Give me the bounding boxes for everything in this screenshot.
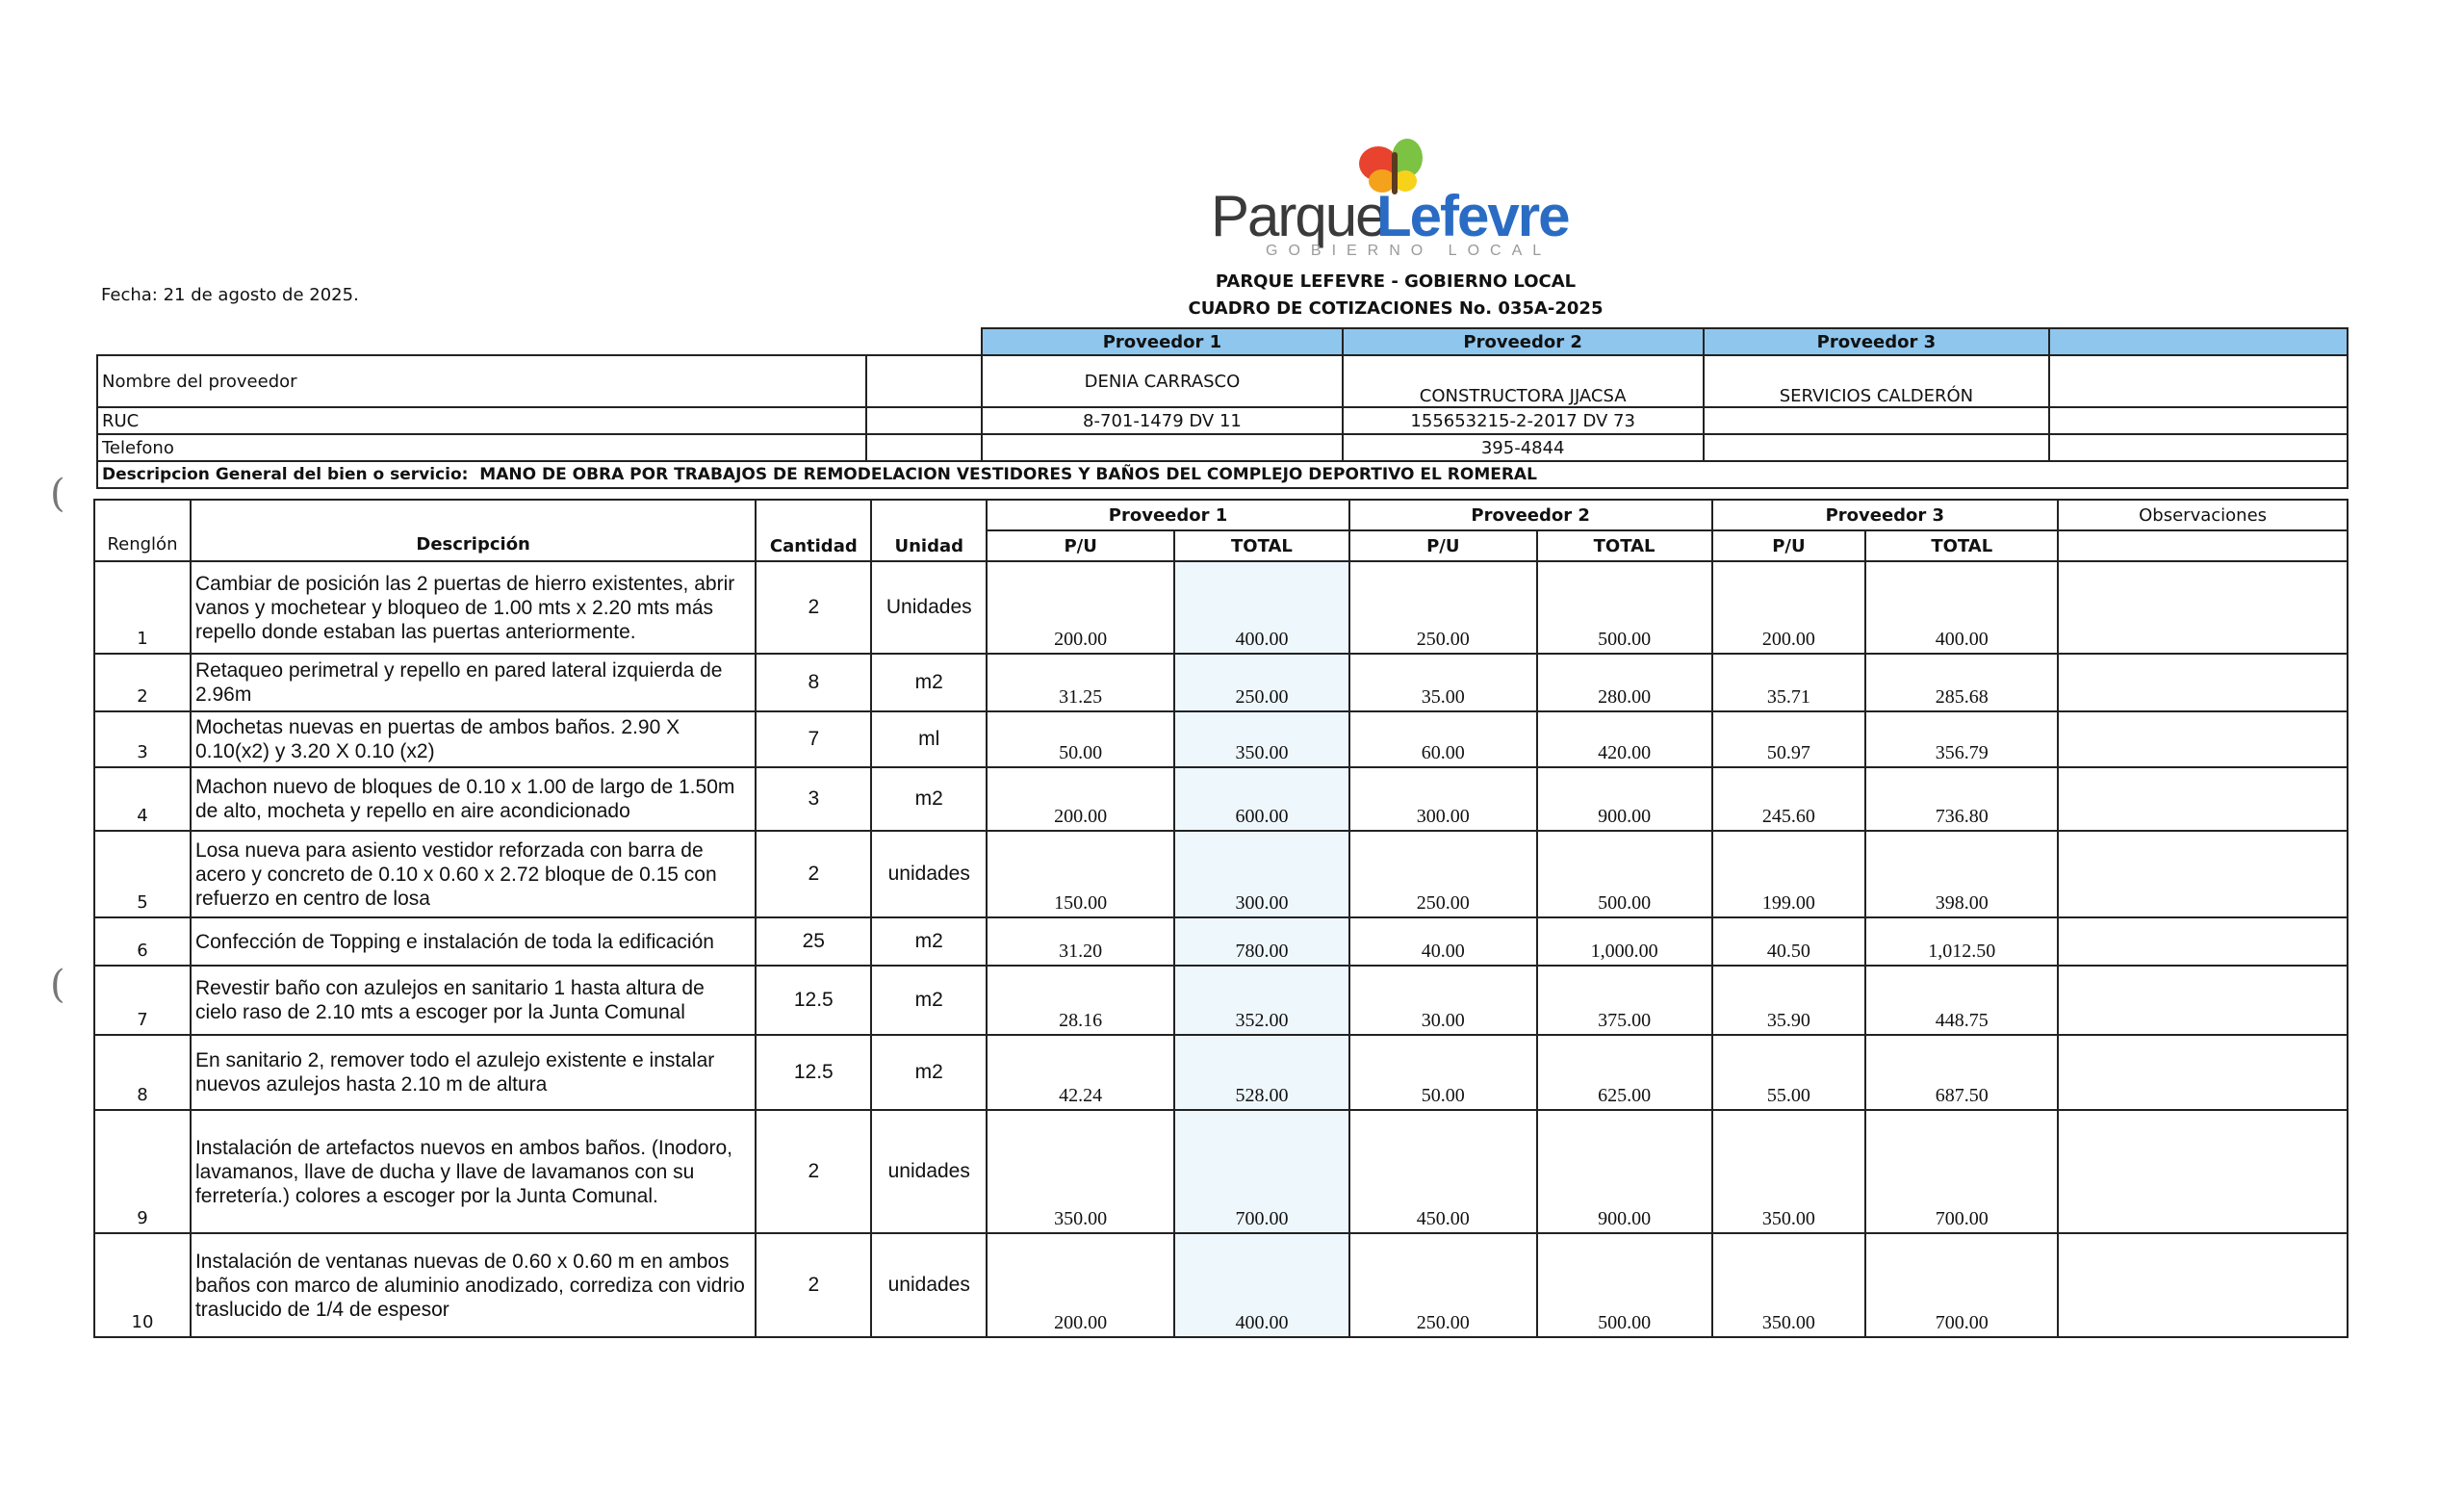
item-p1-unit-price: 28.16 <box>987 966 1174 1035</box>
document-date: Fecha: 21 de agosto de 2025. <box>101 285 359 305</box>
table-row <box>94 917 2348 966</box>
item-description: Mochetas nuevas en puertas de ambos baños. 2.90 X 0.10(x2) y 3.20 X 0.10 (x2) <box>191 711 756 767</box>
item-p2-unit-price: 450.00 <box>1349 1110 1537 1233</box>
item-p2-total: 1,000.00 <box>1537 917 1712 966</box>
item-p2-total: 375.00 <box>1537 966 1712 1035</box>
item-p3-unit-price: 35.90 <box>1712 966 1866 1035</box>
item-observaciones <box>2058 654 2348 711</box>
item-description: Retaqueo perimetral y repello en pared lateral izquierda de 2.96m <box>191 654 756 711</box>
col-observaciones: Observaciones <box>2058 500 2348 530</box>
item-p1-unit-price: 31.25 <box>987 654 1174 711</box>
item-p2-unit-price: 40.00 <box>1349 917 1537 966</box>
item-p1-unit-price: 200.00 <box>987 1233 1174 1337</box>
provider2-ruc: 155653215-2-2017 DV 73 <box>1343 407 1704 434</box>
item-unit: m2 <box>871 966 987 1035</box>
logo-subtitle: GOBIERNO LOCAL <box>1266 243 1553 259</box>
item-p3-unit-price: 35.71 <box>1712 654 1866 711</box>
item-description: Revestir baño con azulejos en sanitario 1 hasta altura de cielo raso de 2.10 mts a escoger por la Junta Comunal <box>191 966 756 1035</box>
item-p3-unit-price: 50.97 <box>1712 711 1866 767</box>
item-p3-total: 285.68 <box>1865 654 2058 711</box>
item-p1-unit-price: 200.00 <box>987 561 1174 654</box>
item-unit: Unidades <box>871 561 987 654</box>
item-p1-total: 300.00 <box>1174 831 1349 917</box>
col-cantidad: Cantidad <box>756 500 871 561</box>
table-row <box>94 561 2348 654</box>
item-p1-total: 350.00 <box>1174 711 1349 767</box>
item-p1-total: 250.00 <box>1174 654 1349 711</box>
item-quantity: 7 <box>756 711 871 767</box>
item-p3-total: 400.00 <box>1865 561 2058 654</box>
general-description-label: Descripcion General del bien o servicio: <box>102 465 469 484</box>
item-quantity: 2 <box>756 1110 871 1233</box>
item-p1-total: 700.00 <box>1174 1110 1349 1233</box>
provider4-ruc <box>2049 407 2348 434</box>
item-p3-unit-price: 350.00 <box>1712 1233 1866 1337</box>
provider3-phone <box>1704 434 2050 461</box>
col-descripcion: Descripción <box>191 500 756 561</box>
item-p3-total: 1,012.50 <box>1865 917 2058 966</box>
prov3-header: Proveedor 3 <box>1704 328 2050 355</box>
item-unit: m2 <box>871 1035 987 1110</box>
item-number: 9 <box>94 1110 191 1233</box>
item-p1-unit-price: 150.00 <box>987 831 1174 917</box>
item-number: 8 <box>94 1035 191 1110</box>
provider3-name: SERVICIOS CALDERÓN <box>1704 355 2050 407</box>
item-p1-total: 400.00 <box>1174 1233 1349 1337</box>
item-quantity: 12.5 <box>756 966 871 1035</box>
general-description-row <box>97 461 2348 488</box>
item-p3-total: 448.75 <box>1865 966 2058 1035</box>
item-quantity: 2 <box>756 561 871 654</box>
items-header-row-1 <box>94 500 2348 530</box>
phone-label: Telefono <box>97 434 866 461</box>
col-p3-pu: P/U <box>1712 530 1866 561</box>
item-description: Machon nuevo de bloques de 0.10 x 1.00 de largo de 1.50m de alto, mocheta y repello en aire acondicionado <box>191 767 756 831</box>
item-description: Confección de Topping e instalación de toda la edificación <box>191 917 756 966</box>
parque-lefevre-logo <box>1208 135 1574 270</box>
item-p1-total: 600.00 <box>1174 767 1349 831</box>
item-p3-unit-price: 200.00 <box>1712 561 1866 654</box>
item-observaciones <box>2058 1110 2348 1233</box>
item-p3-unit-price: 245.60 <box>1712 767 1866 831</box>
col-p3-total: TOTAL <box>1865 530 2058 561</box>
item-number: 4 <box>94 767 191 831</box>
item-quantity: 25 <box>756 917 871 966</box>
table-row <box>94 1110 2348 1233</box>
logo-word-parque: Parque <box>1211 184 1386 248</box>
item-p3-total: 700.00 <box>1865 1110 2058 1233</box>
item-p3-total: 700.00 <box>1865 1233 2058 1337</box>
item-p2-total: 900.00 <box>1537 1110 1712 1233</box>
item-quantity: 2 <box>756 831 871 917</box>
table-row <box>94 966 2348 1035</box>
item-description: Losa nueva para asiento vestidor reforzada con barra de acero y concreto de 0.10 x 0.60 x 2.72 bloque de 0.15 con refuerzo en centro de losa <box>191 831 756 917</box>
item-unit: unidades <box>871 1110 987 1233</box>
col-p1-pu: P/U <box>987 530 1174 561</box>
item-observaciones <box>2058 561 2348 654</box>
prov2-header: Proveedor 2 <box>1343 328 1704 355</box>
item-observaciones <box>2058 966 2348 1035</box>
item-p2-total: 900.00 <box>1537 767 1712 831</box>
item-observaciones <box>2058 917 2348 966</box>
general-description <box>97 461 2348 488</box>
item-number: 6 <box>94 917 191 966</box>
item-number: 3 <box>94 711 191 767</box>
logo-word-lefevre: Lefevre <box>1376 184 1569 248</box>
table-row <box>94 767 2348 831</box>
item-p3-unit-price: 55.00 <box>1712 1035 1866 1110</box>
item-p1-total: 352.00 <box>1174 966 1349 1035</box>
items-table <box>93 499 2348 1338</box>
item-p2-unit-price: 250.00 <box>1349 561 1537 654</box>
provider1-phone <box>982 434 1343 461</box>
item-observaciones <box>2058 1233 2348 1337</box>
provider3-ruc <box>1704 407 2050 434</box>
item-p3-total: 356.79 <box>1865 711 2058 767</box>
col-p1-total: TOTAL <box>1174 530 1349 561</box>
header-subtitle: CUADRO DE COTIZACIONES No. 035A-2025 <box>1188 298 1604 319</box>
prov-blank-header <box>2049 328 2348 355</box>
item-p2-total: 500.00 <box>1537 561 1712 654</box>
item-p2-unit-price: 50.00 <box>1349 1035 1537 1110</box>
col-p2-total: TOTAL <box>1537 530 1712 561</box>
item-unit: unidades <box>871 1233 987 1337</box>
item-p2-unit-price: 60.00 <box>1349 711 1537 767</box>
table-row <box>94 831 2348 917</box>
item-p2-total: 420.00 <box>1537 711 1712 767</box>
scan-mark: ( <box>50 472 65 516</box>
item-p1-total: 400.00 <box>1174 561 1349 654</box>
provider2-phone: 395-4844 <box>1343 434 1704 461</box>
item-p2-unit-price: 250.00 <box>1349 1233 1537 1337</box>
item-quantity: 8 <box>756 654 871 711</box>
item-description: En sanitario 2, remover todo el azulejo existente e instalar nuevos azulejos hasta 2.10 m de altura <box>191 1035 756 1110</box>
col-proveedor-1: Proveedor 1 <box>987 500 1349 530</box>
item-p1-unit-price: 31.20 <box>987 917 1174 966</box>
items-body <box>94 561 2348 1337</box>
item-p2-total: 280.00 <box>1537 654 1712 711</box>
item-unit: m2 <box>871 767 987 831</box>
item-p3-unit-price: 199.00 <box>1712 831 1866 917</box>
item-observaciones <box>2058 711 2348 767</box>
col-renglon: Renglón <box>94 500 191 561</box>
item-p1-unit-price: 50.00 <box>987 711 1174 767</box>
item-unit: unidades <box>871 831 987 917</box>
provider4-phone <box>2049 434 2348 461</box>
item-description: Instalación de artefactos nuevos en ambos baños. (Inodoro, lavamanos, llave de ducha y llave de lavamanos con su ferretería.) colores a escoger por la Junta Comunal. <box>191 1110 756 1233</box>
item-p3-total: 687.50 <box>1865 1035 2058 1110</box>
item-p2-total: 625.00 <box>1537 1035 1712 1110</box>
item-observaciones <box>2058 1035 2348 1110</box>
item-description: Instalación de ventanas nuevas de 0.60 x 0.60 m en ambos baños con marco de aluminio anodizado, corrediza con vidrio traslucido de 1/4 de espesor <box>191 1233 756 1337</box>
item-p2-total: 500.00 <box>1537 1233 1712 1337</box>
table-row <box>94 1233 2348 1337</box>
item-quantity: 12.5 <box>756 1035 871 1110</box>
item-unit: m2 <box>871 654 987 711</box>
col-proveedor-3: Proveedor 3 <box>1712 500 2059 530</box>
providers-table <box>96 327 2348 489</box>
provider-name-row <box>97 355 2348 407</box>
providers-header-row <box>97 328 2348 355</box>
item-p2-unit-price: 250.00 <box>1349 831 1537 917</box>
item-p3-unit-price: 350.00 <box>1712 1110 1866 1233</box>
item-quantity: 2 <box>756 1233 871 1337</box>
item-unit: ml <box>871 711 987 767</box>
item-unit: m2 <box>871 917 987 966</box>
col-observaciones-sub <box>2058 530 2348 561</box>
item-p2-unit-price: 300.00 <box>1349 767 1537 831</box>
provider4-name <box>2049 355 2348 407</box>
item-number: 1 <box>94 561 191 654</box>
item-quantity: 3 <box>756 767 871 831</box>
item-observaciones <box>2058 831 2348 917</box>
col-proveedor-2: Proveedor 2 <box>1349 500 1712 530</box>
provider1-ruc: 8-701-1479 DV 11 <box>982 407 1343 434</box>
item-number: 2 <box>94 654 191 711</box>
table-row <box>94 654 2348 711</box>
col-p2-pu: P/U <box>1349 530 1537 561</box>
item-p1-unit-price: 350.00 <box>987 1110 1174 1233</box>
item-p1-unit-price: 200.00 <box>987 767 1174 831</box>
item-description: Cambiar de posición las 2 puertas de hierro existentes, abrir vanos y mochetear y bloqueo de 1.00 mts x 2.20 mts más repello donde estaban las puertas anteriormente. <box>191 561 756 654</box>
header-title: PARQUE LEFEVRE - GOBIERNO LOCAL <box>1215 271 1577 292</box>
item-number: 10 <box>94 1233 191 1337</box>
provider1-name: DENIA CARRASCO <box>982 355 1343 407</box>
item-p3-unit-price: 40.50 <box>1712 917 1866 966</box>
ruc-label: RUC <box>97 407 866 434</box>
item-p1-unit-price: 42.24 <box>987 1035 1174 1110</box>
item-p3-total: 398.00 <box>1865 831 2058 917</box>
table-row <box>94 711 2348 767</box>
provider-phone-row <box>97 434 2348 461</box>
general-description-value: MANO DE OBRA POR TRABAJOS DE REMODELACION VESTIDORES Y BAÑOS DEL COMPLEJO DEPORTIVO EL ROMERAL <box>479 465 1537 484</box>
prov1-header: Proveedor 1 <box>982 328 1343 355</box>
item-number: 7 <box>94 966 191 1035</box>
table-row <box>94 1035 2348 1110</box>
item-observaciones <box>2058 767 2348 831</box>
item-number: 5 <box>94 831 191 917</box>
item-p3-total: 736.80 <box>1865 767 2058 831</box>
item-p2-unit-price: 35.00 <box>1349 654 1537 711</box>
item-p2-unit-price: 30.00 <box>1349 966 1537 1035</box>
item-p1-total: 528.00 <box>1174 1035 1349 1110</box>
item-p2-total: 500.00 <box>1537 831 1712 917</box>
provider-name-label: Nombre del proveedor <box>97 355 866 407</box>
provider2-name: CONSTRUCTORA JJACSA <box>1343 355 1704 407</box>
scan-mark: ( <box>50 963 65 1007</box>
item-p1-total: 780.00 <box>1174 917 1349 966</box>
provider-ruc-row <box>97 407 2348 434</box>
col-unidad: Unidad <box>871 500 987 561</box>
